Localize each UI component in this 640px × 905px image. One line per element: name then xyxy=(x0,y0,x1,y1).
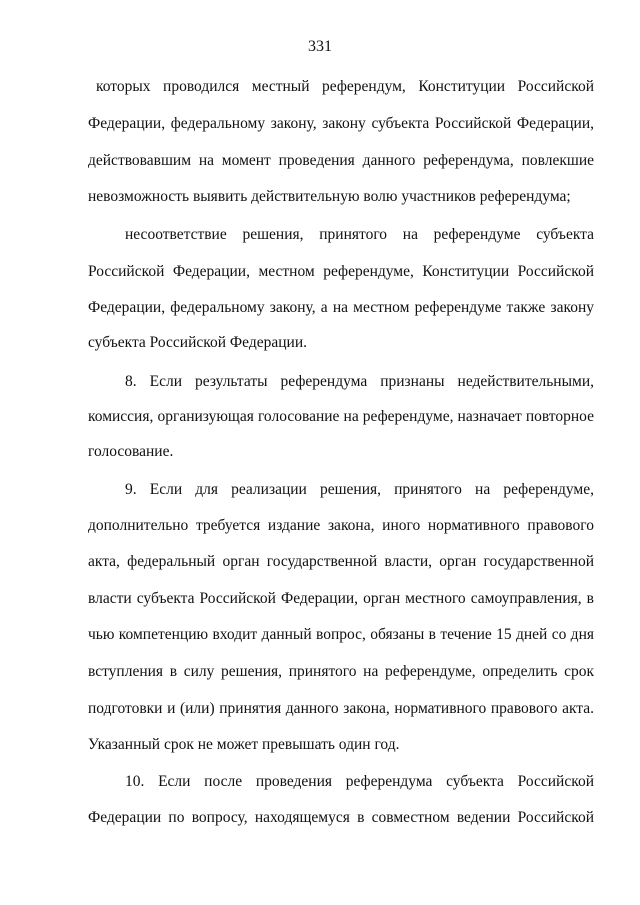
text-line: субъекта Российской Федерации. xyxy=(88,334,307,351)
text-line: 9. Если для реализации решения, принятого на референдуме, xyxy=(125,481,594,498)
text-line: подготовки и (или) принятия данного закона, нормативного правового акта. xyxy=(88,700,594,717)
text-line: вступления в силу решения, принятого на референдуме, определить срок xyxy=(88,663,594,680)
text-line: власти субъекта Российской Федерации, орган местного самоуправления, в xyxy=(88,590,594,607)
text-line: невозможность выявить действительную волю участников референдума; xyxy=(88,188,571,205)
text-line: комиссия, организующая голосование на референдуме, назначает повторное xyxy=(88,408,594,425)
text-line: Федерации, федеральному закону, а на местном референдуме также закону xyxy=(88,299,594,316)
text-line: Федерации, федеральному закону, закону субъекта Российской Федерации, xyxy=(88,115,594,132)
text-line: Российской Федерации, местном референдуме, Конституции Российской xyxy=(88,263,594,280)
text-line: чью компетенцию входит данный вопрос, обязаны в течение 15 дней со дня xyxy=(88,626,594,643)
text-line: 10. Если после проведения референдума субъекта Российской xyxy=(125,773,594,790)
text-line: 8. Если результаты референдума признаны недействительными, xyxy=(125,373,594,390)
text-line: действовавшим на момент проведения данного референдума, повлекшие xyxy=(88,152,594,169)
text-line: голосование. xyxy=(88,443,174,460)
page-number: 331 xyxy=(308,38,332,55)
text-line: акта, федеральный орган государственной власти, орган государственной xyxy=(88,553,594,570)
text-line: которых проводился местный референдум, Конституции Российской xyxy=(96,78,594,95)
text-line: несоответствие решения, принятого на референдуме субъекта xyxy=(125,226,594,243)
text-line: Федерации по вопросу, находящемуся в совместном ведении Российской xyxy=(88,809,594,826)
text-line: дополнительно требуется издание закона, иного нормативного правового xyxy=(88,517,594,534)
text-line: Указанный срок не может превышать один год. xyxy=(88,736,400,753)
